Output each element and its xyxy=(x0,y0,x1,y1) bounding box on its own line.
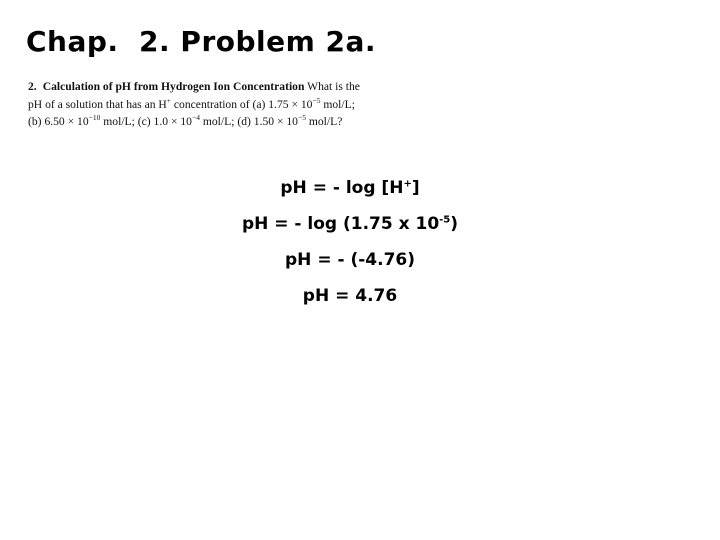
problem-statement xyxy=(28,78,368,131)
part-exponent: −4 xyxy=(191,113,200,123)
part-label: (d) xyxy=(237,115,251,129)
part-b xyxy=(28,115,135,128)
step-text-end: ] xyxy=(411,178,420,198)
part-label: (c) xyxy=(137,115,151,129)
solution-step-4: pH = 4.76 xyxy=(302,286,398,306)
problem-question-text-end: concentration of xyxy=(171,97,250,111)
step-text: pH = - log [H xyxy=(280,178,404,198)
problem-number: 2. xyxy=(28,80,37,93)
problem-heading: Calculation of pH from Hydrogen Ion Concentration xyxy=(42,80,305,93)
part-unit: mol/L? xyxy=(305,115,343,129)
part-unit: mol/L; xyxy=(320,97,355,111)
part-exponent: −5 xyxy=(312,95,321,105)
solution-steps xyxy=(200,170,500,314)
h-plus-charge: + xyxy=(166,95,172,105)
part-exponent: −5 xyxy=(297,113,306,123)
part-unit: mol/L; xyxy=(199,115,235,129)
slide-title: Chap. 2. Problem 2a. xyxy=(26,25,377,58)
part-value: 1.0 × 10 xyxy=(153,115,192,129)
part-label: (b) xyxy=(28,115,42,129)
step-text: pH = - log (1.75 x 10 xyxy=(241,214,440,234)
part-exponent: −10 xyxy=(88,113,101,123)
step-text-end: ) xyxy=(450,214,459,234)
part-a xyxy=(252,95,355,111)
part-value: 6.50 × 10 xyxy=(44,115,89,129)
step-superscript: -5 xyxy=(439,214,451,226)
part-value: 1.50 × 10 xyxy=(253,115,298,129)
part-label: (a) xyxy=(252,97,266,111)
step-superscript: + xyxy=(403,178,412,190)
solution-step-1 xyxy=(200,170,500,206)
part-unit: mol/L; xyxy=(100,115,135,129)
part-d xyxy=(237,115,342,128)
part-value: 1.75 × 10 xyxy=(268,97,313,111)
solution-step-2 xyxy=(200,206,500,242)
solution-step-3: pH = - (-4.76) xyxy=(285,250,415,270)
part-c xyxy=(138,115,235,128)
problem-question-text: What is the pH of a solution that has an H xyxy=(28,80,360,111)
